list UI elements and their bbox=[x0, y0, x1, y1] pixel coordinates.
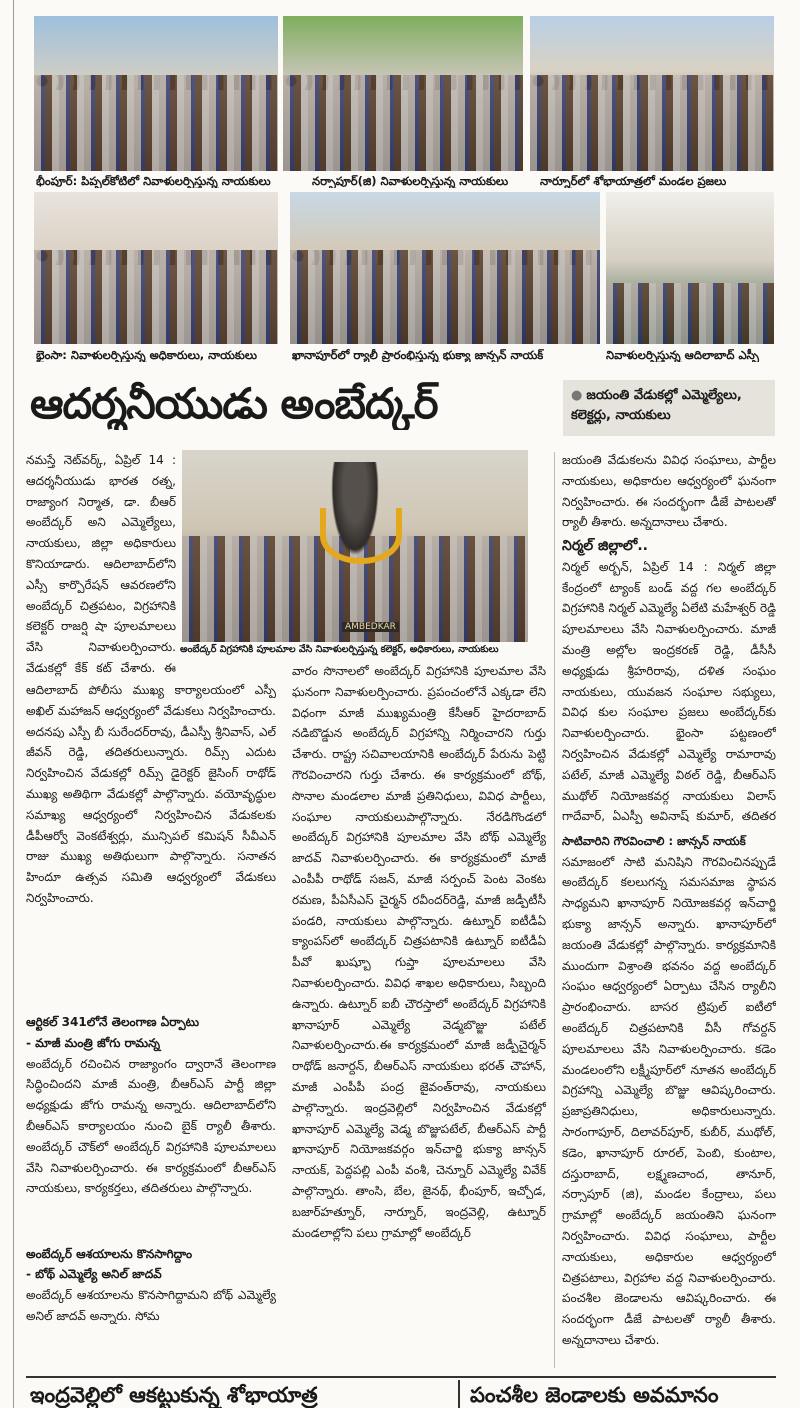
subhead-box bbox=[563, 380, 775, 436]
photo-caption-bhimpur: భీంపూర్‌: పిప్పల్‌కోటిలో నివాళులర్పిస్తున్న నాయకులు bbox=[36, 174, 271, 188]
subhead-line-2: కలెక్టర్లు, నాయకులు bbox=[571, 408, 671, 423]
col1-para-3: అంబేద్కర్‌ రచించిన రాజ్యాంగం ద్వారానే తెలంగాణ సిద్ధించిందని మాజీ మంత్రి, బీఆర్‌ఎస్‌ పార్టీ జిల్లా అధ్యక్షుడు జోగు రామన్న అన్నారు. ఆదిలాబాద్‌లోని బీఆర్‌ఎస్‌ కార్యాలయం నుంచి బైక్‌ ర్యాలీ తీశారు. అంబేద్కర్‌ చౌక్‌లో అంబేద్కర్‌ విగ్రహానికి పూలమాలలు వేసి నివాళులర్పించారు. ఈ కార్యక్రమంలో బీఆర్‌ఎస్‌ నాయకులు, కార్యకర్తలు, తదితరులు పాల్గొన్నారు. bbox=[26, 1056, 276, 1196]
col1-subhead-1-byline: - మాజీ మంత్రి జోగు రామన్న bbox=[26, 1035, 161, 1050]
col1-subhead-2: అంబేద్కర్‌ ఆశయాలను కొనసాగిద్దాం bbox=[26, 1246, 193, 1261]
article-column-3 bbox=[562, 450, 776, 1350]
photo-caption-statue: అంబేద్కర్‌ విగ్రహానికి పూలమాల వేసి నివాళులర్పిస్తున్న కలెక్టర్‌, అధికారులు, నాయకులు bbox=[180, 644, 499, 655]
article-column-2 bbox=[292, 661, 546, 1369]
col2-para-1: వారం సొనాలలో అంబేద్కర్‌ విగ్రహానికి పూలమాల వేసి ఘనంగా నివాళులర్పించారు. ప్రపంచంలోనే ఎక్కడా లేని విధంగా మాజీ ముఖ్యమంత్రి కేసీఆర్‌ హైదరాబాద్‌ నడిబొడ్డున అంబేద్కర్‌ విగ్రహాన్ని నిర్మించారని గుర్తు చేశారు. రాష్ట్ర సచివాలయానికి అంబేద్కర్‌ పేరును పెట్టి గౌరవించారని గుర్తు చేశారు. ఈ కార్యక్రమంలో బోథ్‌, సొనాల మండలాల మాజీ ప్రతినిధులు, వివిధ పార్టీలు, సంఘాల నాయకులుపాల్గొన్నారు. నేరడిగొండలో అంబేద్కర్‌ విగ్రహానికి పూలమాల వేసి బోథ్‌ ఎమ్మెల్యే జాదవ్‌ నివాళులర్పించారు. ఈ కార్యక్రమంలో మాజీ ఎంపీపీ రాథోడ్‌ సజన్‌, మాజీ సర్పంచ్‌ పెంట వెంకట రమణ, పీఏసీఎస్‌ చైర్మన్‌ రవీందర్‌రెడ్డి, మాజీ జడ్పీటీసీ పండరి, నాయకులు పాల్గొన్నారు. ఉట్నూర్‌ ఐటీడీఏ క్యాంపస్‌లో అంబేద్కర్‌ చిత్రపటానికి ఉట్నూర్‌ ఐటీడీఏ పీవో ఖుష్బూ గుప్తా పూలమాలలు వేసి నివాళులర్పించారు. వివిధ శాఖల అధికారులు, సిబ్బంది ఉన్నారు. ఉట్నూర్‌ ఐబీ చౌరస్తాలో అంబేద్కర్‌ విగ్రహానికి ఖానాపూర్‌ ఎమ్మెల్యే వెడ్మబొజ్జు పటేల్‌ నివాళులర్పించారు.ఈ కార్యక్రమంలో మాజీ జడ్పీచైర్మన్‌ రాథోడ్‌ జనార్దన్‌, బీఆర్‌ఎస్‌ నాయకులు భరత్‌ చౌహాన్‌, మాజీ ఎంపీపీ పంద్ర జైవంత్‌రావు, నాయకులు పాల్గొన్నారు. ఇంద్రవెల్లిలో నిర్వహించిన వేడుకల్లో ఖానాపూర్‌ ఎమ్మెల్యే వెడ్మ బొజ్జుపటేల్‌, బీఆర్‌ఎస్‌ పార్టీ ఖానాపూర్‌ నియోజకవర్గం ఇన్‌చార్జి భుక్యా జాన్సన్‌ నాయక్‌, పెద్దపల్లి ఎంపీ వంశీ, చెన్నూర్‌ ఎమ్మెల్యే వివేక్‌ పాల్గొన్నారు. తాంసి, బేల, జైనథ్‌, భీంపూర్‌, ఇచ్చోడ, బజార్‌హత్నూర్‌, నార్నూర్‌, ఇంద్రవెల్లి, ఉట్నూర్‌ మండలాల్లోని పలు గ్రామాల్లో అంబేద్కర్‌ bbox=[292, 664, 546, 1240]
bottom-headline-right: పంచశీల జెండాలకు అవమానం bbox=[470, 1383, 719, 1407]
photo-narsapur bbox=[283, 16, 523, 171]
col3-para-2: నిర్మల్‌ అర్బన్‌, ఏప్రిల్‌ 14 : నిర్మల్‌ జిల్లా కేంద్రంలో ట్యాంక్‌ బండ్‌ వద్ద గల అంబేద్కర్‌ విగ్రహానికి నిర్మల్‌ ఎమ్మెల్యే ఏలేటి మహేశ్వర్‌ రెడ్డి పూలమాలలు వేసి నివాళులర్పించారు. మాజీ మంత్రి అల్లోల ఇంద్రకరణ్‌ రెడ్డి, డీసీసీ అధ్యక్షుడు శ్రీహరిరావు, దళిత సంఘం నాయకులు, యువజన సంఘాల సభ్యులు, వివిధ కుల సంఘాల ప్రజలు అంబేద్కర్‌కు నివాళులర్పించారు. భైంసా పట్టణంలో నిర్వహించిన వేడుకల్లో ఎమ్మెల్యే రామారావు పటేల్‌, మాజీ ఎమ్మెల్యే విఠల్‌ రెడ్డి, బీఆర్‌ఎస్‌ ముథోల్‌ నియోజకవర్గ నాయకులు విలాస్‌ గాదేవార్‌, ఏఎస్పీ అవినాష్‌ కుమార్‌, తదితర bbox=[562, 559, 776, 824]
photo-khanapur-rally bbox=[290, 192, 600, 344]
col1-para-4: అంబేద్కర్‌ ఆశయాలను కొనసాగిద్దామని బోథ్‌ ఎమ్మెల్యే అనిల్‌ జాదవ్‌ అన్నారు. సోమ bbox=[26, 1288, 276, 1323]
col3-para-1: జయంతి వేడుకలను వివిధ సంఘాలు, పార్టీల నాయకులు, అధికారుల ఆధ్వర్యంలో ఘనంగా నిర్వహించారు. ఈ సందర్భంగా డీజే పాటలతో ర్యాలీ తీశారు. అన్నదానాలు చేశారు. bbox=[562, 453, 776, 530]
col3-section-nirmal: నిర్మల్‌ జిల్లాలో.. bbox=[562, 538, 648, 554]
bottom-rule bbox=[26, 1376, 776, 1378]
photo-caption-narsapur: నర్సాపూర్‌(జి) నివాళులర్పిస్తున్న నాయకులు bbox=[312, 174, 509, 188]
photo-caption-khanapur-rally: ఖానాపూర్‌లో ర్యాలీ ప్రారంభిస్తున్న భుక్యా జాన్సన్‌ నాయక్‌ bbox=[292, 348, 544, 362]
col3-para-3: సమాజంలో సాటి మనిషిని గౌరవించినప్పుడే అంబేద్కర్‌ కలలుగన్న సమసమాజ స్థాపన సాధ్యమని ఖానాపూర్‌ నియోజకవర్గ ఇన్‌చార్జి భుక్యా జాన్సన్‌ అన్నారు. ఖానాపూర్‌లో జయంతి వేడుకల్లో పాల్గొన్నారు. కార్యక్రమానికి ముందుగా విశ్రాంతి భవనం వద్ద అంబేద్కర్‌ సంఘం ఆధ్వర్యంలో ఏర్పాటు చేసిన ర్యాలీని ప్రారంభించారు. బాసర ట్రిపుల్‌ ఐటీలో అంబేద్కర్‌ చిత్రపటానికి వీసీ గోవర్దన్‌ పూలమాలలు వేసి నివాళులర్పించారు. కడెం మండలంలోని లక్ష్మీపూర్‌లో నూతన అంబేద్కర్‌ విగ్రహాన్ని ఎమ్మెల్యే బొజ్జు ఆవిష్కరించారు. ప్రజాప్రతినిధులు, అధికారులున్నారు. సారంగాపూర్‌, దిలావర్‌పూర్‌, కుబీర్‌, ముథోల్‌, కడెం, ఖానాపూర్‌ రూరల్‌, పెంబి, కుంటాల, దస్తురాబాద్‌, లక్ష్మణచాంద, తానూర్‌, నర్సాపూర్‌ (జి), మండల కేంద్రాలు, పలు గ్రామాల్లో అంబేద్కర్‌ జయంతిని ఘనంగా నిర్వహించారు. వివిధ సంఘాలు, పార్టీల నాయకులు, అధికారుల ఆధ్వర్యంలో చిత్రపటాలు, విగ్రహాల వద్ద నివాళులర్పించారు. పంచశీల జెండాలను ఆవిష్కరించారు. ఈ సందర్భంగా డీజే పాటలతో ర్యాలీ తీశారు. అన్నదానాలు చేశారు. bbox=[562, 854, 776, 1347]
bottom-headline-left: ఇంద్రవెల్లిలో ఆకట్టుకున్న శోభాయాత్ర bbox=[30, 1383, 318, 1407]
subhead-line-1: జయంతి వేడుకల్లో ఎమ్మెల్యేలు, bbox=[586, 388, 742, 403]
col1-subhead-2-byline: - బోథ్‌ ఎమ్మెల్యే అనిల్‌ జాదవ్‌ bbox=[26, 1267, 162, 1282]
article-column-1-lower bbox=[26, 680, 276, 1327]
photo-caption-narnoor: నార్నూర్‌లో శోభాయాత్రలో మండల ప్రజలు bbox=[540, 174, 727, 188]
bottom-divider bbox=[458, 1380, 460, 1408]
statue-plate: AMBEDKAR bbox=[342, 622, 399, 632]
photo-adilabad-sp bbox=[606, 192, 774, 344]
photo-bhimpur bbox=[34, 16, 278, 171]
photo-caption-adilabad-sp: నివాళులర్పిస్తున్న ఆదిలాబాద్‌ ఎస్పీ bbox=[606, 348, 759, 362]
page-margin-line bbox=[13, 0, 14, 1408]
photo-narnoor bbox=[530, 16, 774, 171]
col1-subhead-1: ఆర్టికల్‌ 341లోనే తెలంగాణ ఏర్పాటు bbox=[26, 1015, 200, 1029]
photo-caption-bhainsa: భైంసా: నివాళులర్పిస్తున్న అధికారులు, నాయకులు bbox=[36, 348, 258, 362]
main-headline: ఆదర్శనీయుడు అంబేద్కర్‌ bbox=[30, 379, 438, 428]
photo-bhainsa bbox=[34, 192, 278, 344]
column-divider-right bbox=[554, 452, 555, 1368]
article-column-1 bbox=[26, 450, 176, 678]
bullet-icon: ● bbox=[571, 388, 583, 403]
col3-subhead-johnson: సాటివారిని గౌరవించాలి : జాన్సన్‌ నాయక్‌ bbox=[562, 833, 746, 848]
col1-para-2: ఆదిలాబాద్‌ పోలీసు ముఖ్య కార్యాలయంలో ఎస్పీ అఖిల్‌ మహాజన్‌ ఆధ్వర్యంలో వేడుకలు నిర్వహించారు. అదనపు ఎస్పీ బీ సురేందర్‌రావు, డీఎస్పీ శ్రీనివాస్‌, ఎల్‌ జీవన్‌ రెడ్డి, తదితరులున్నారు. రిమ్స్‌ ఎదుట నిర్వహించిన వేడుకల్లో రిమ్స్‌ డైరెక్టర్‌ జైసింగ్‌ రాథోడ్‌ ముఖ్య అతిథిగా వేడుకల్లో పాల్గొన్నారు. వయోవృద్ధుల సమాఖ్య ఆధ్వర్యంలో నిర్వహించిన వేడుకలకు డీపీఆర్వో వెంకటేశ్వర్లు, మున్సిపల్‌ కమిషన్‌ సీవీఎన్‌ రాజు ముఖ్య అతిథులుగా పాల్గొన్నారు. సనాతన హిందూ ఉత్సవ సమితి ఆధ్వర్యంలో వేడుకలు నిర్వహించారు. bbox=[26, 683, 276, 905]
photo-ambedkar-statue bbox=[182, 450, 528, 642]
col1-para-1: నమస్తే నెట్‌వర్క్‌, ఏప్రిల్‌ 14 : ఆదర్శనీయుడు భారత రత్న, రాజ్యాంగ నిర్మాత, డా. బీఆర్‌ అంబేద్కర్‌ అని ఎమ్మెల్యేలు, నాయకులు, జిల్లా అధికారులు కొనియాడారు. ఆదిలాబాద్‌లోని ఎస్సీ కార్పొరేషన్‌ ఆవరణలోని అంబేద్కర్‌ చిత్రపటం, విగ్రహానికి కలెక్టర్‌ రాజర్షి షా పూలమాలలు వేసి నివాళులర్పించారు. వేడుకల్లో కేక్‌ కట్‌ చేశారు. ఈ bbox=[26, 453, 176, 675]
